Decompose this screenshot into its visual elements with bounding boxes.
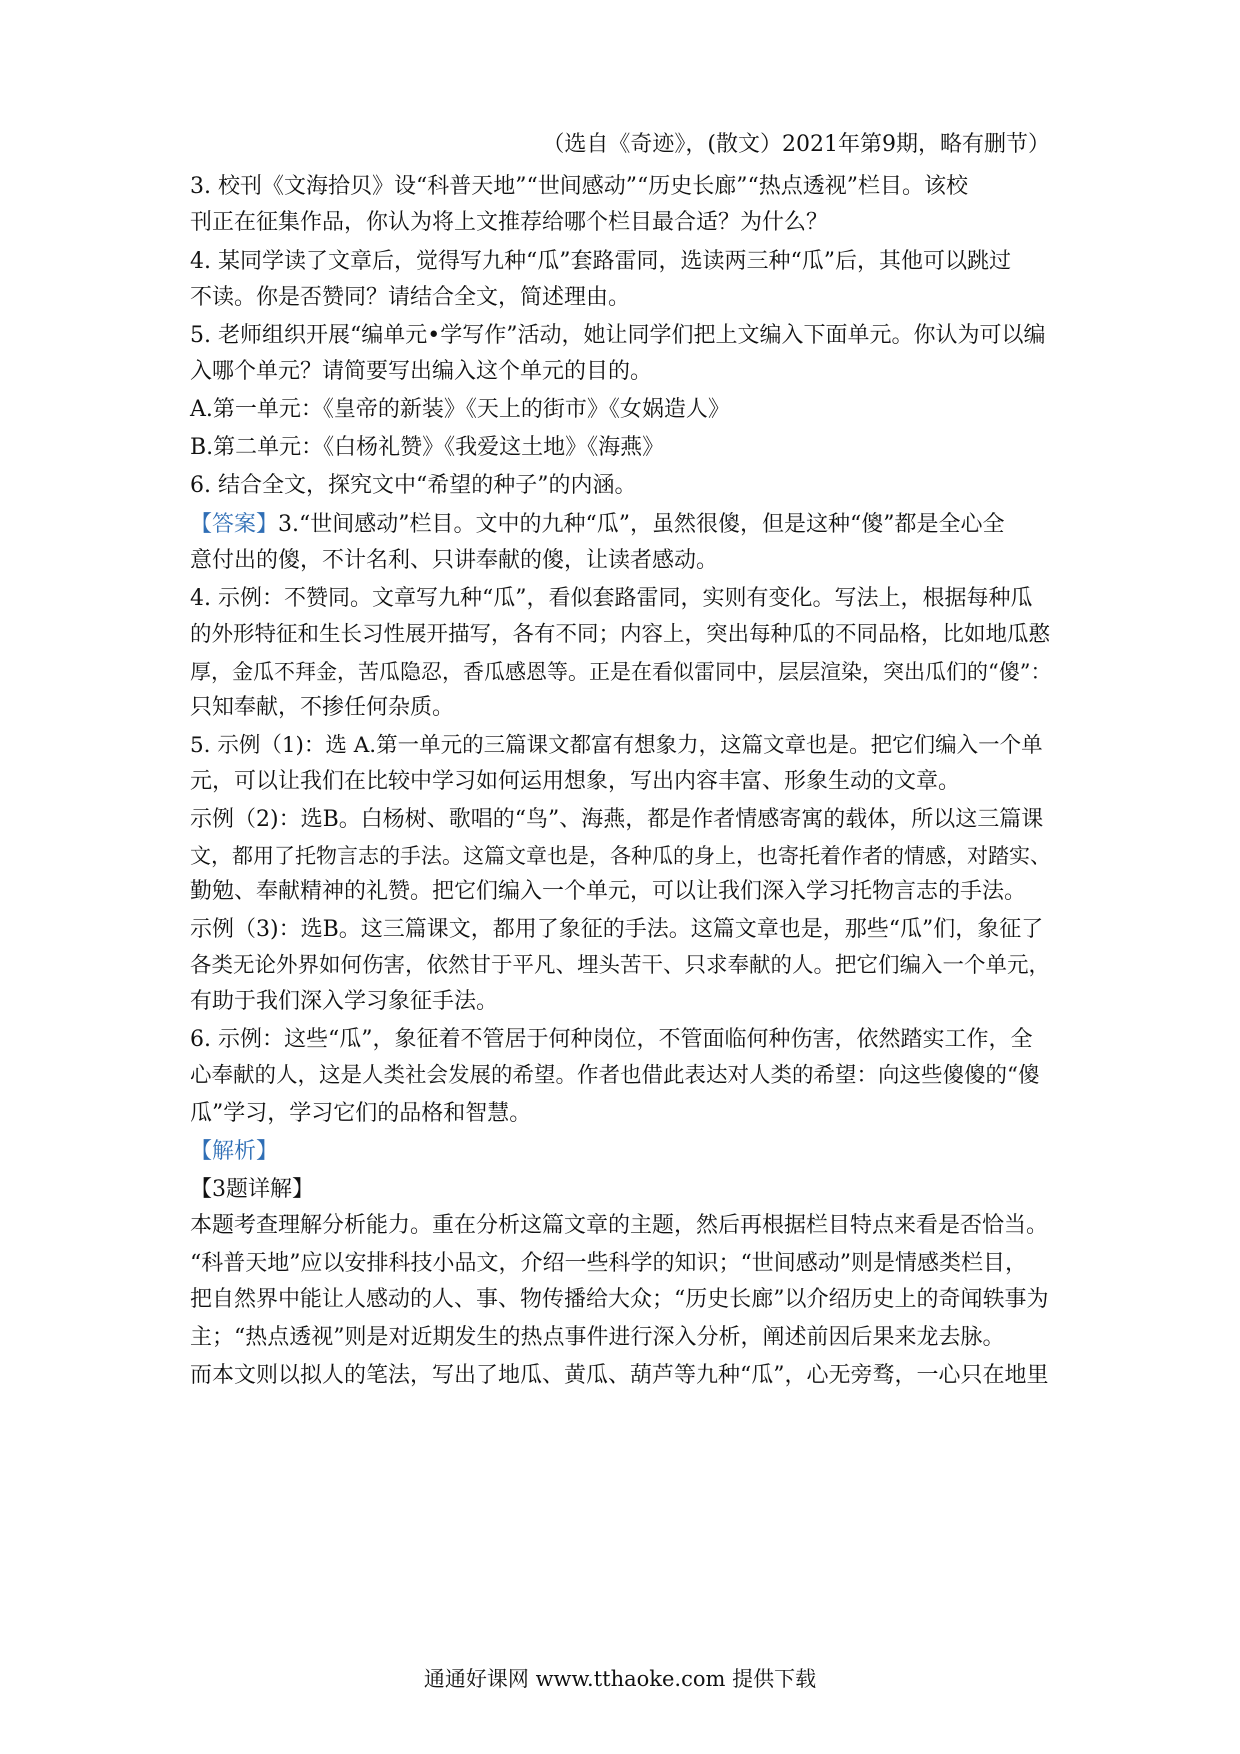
option-line: A.第一单元：《皇帝的新装》《天上的街市》《女娲造人》 xyxy=(190,397,730,422)
analysis-line: 而本文则以拟人的笔法，写出了地瓜、黄瓜、葫芦等九种“瓜”，心无旁骛，一心只在地里 xyxy=(190,1363,1049,1388)
answer-line: 的外形特征和生长习性展开描写，各有不同；内容上，突出每种瓜的不同品格，比如地瓜憨 xyxy=(190,622,1051,647)
answer-line: 厚，金瓜不拜金，苦瓜隐忍，香瓜感恩等。正是在看似雷同中，层层渲染，突出瓜们的“傻”： xyxy=(190,660,1052,684)
answer-line: 有助于我们深入学习象征手法。 xyxy=(190,989,499,1014)
source-note: （选自《奇迹》，(散文）2021年第9期，略有删节） xyxy=(542,132,1050,157)
answer-line: 心奉献的人，这是人类社会发展的希望。作者也借此表达对人类的希望：向这些傻傻的“傻 xyxy=(190,1063,1040,1088)
analysis-subheading: 【3题详解】 xyxy=(190,1177,314,1202)
question-line: 5. 老师组织开展“编单元•学写作”活动，她让同学们把上文编入下面单元。你认为可以编 xyxy=(190,323,1046,348)
analysis-line: 把自然界中能让人感动的人、事、物传播给大众；“历史长廊”以介绍历史上的奇闻轶事为 xyxy=(190,1287,1049,1312)
question-line: 不读。你是否赞同？请结合全文，简述理由。 xyxy=(190,285,631,310)
answer-line: 勤勉、奉献精神的礼赞。把它们编入一个单元，可以让我们深入学习托物言志的手法。 xyxy=(190,879,1027,904)
question-line: 3. 校刊《文海拾贝》设“科普天地”“世间感动”“历史长廊”“热点透视”栏目。该校 xyxy=(190,174,968,199)
answer-line: 5. 示例（1)：选 A.第一单元的三篇课文都富有想象力，这篇文章也是。把它们编入一个单 xyxy=(190,733,1043,758)
answer-line: 意付出的傻，不计名利、只讲奉献的傻，让读者感动。 xyxy=(190,548,719,573)
answer-line: 文，都用了托物言志的手法。这篇文章也是，各种瓜的身上，也寄托着作者的情感，对踏实、 xyxy=(190,844,1051,868)
analysis-tag: 【解析】 xyxy=(190,1139,279,1164)
analysis-line: 本题考查理解分析能力。重在分析这篇文章的主题，然后再根据栏目特点来看是否恰当。 xyxy=(190,1213,1049,1238)
answer-line: 6. 示例：这些“瓜”，象征着不管居于何种岗位，不管面临何种伤害，依然踏实工作，全 xyxy=(190,1027,1033,1052)
answer-line: 各类无论外界如何伤害，依然甘于平凡、埋头苦干、只求奉献的人。把它们编入一个单元， xyxy=(190,953,1051,978)
question-line: 刊正在征集作品，你认为将上文推荐给哪个栏目最合适？为什么？ xyxy=(190,210,829,235)
question-line: 6. 结合全文，探究文中“希望的种子”的内涵。 xyxy=(190,473,637,498)
answer-tag: 【答案】 xyxy=(190,512,279,537)
analysis-line: 主；“热点透视”则是对近期发生的热点事件进行深入分析，阐述前因后果来龙去脉。 xyxy=(190,1325,1005,1350)
answer-line: 4. 示例：不赞同。文章写九种“瓜”，看似套路雷同，实则有变化。写法上，根据每种瓜 xyxy=(190,586,1033,611)
answer-line: 元，可以让我们在比较中学习如何运用想象，写出内容丰富、形象生动的文章。 xyxy=(190,769,961,794)
answer-line: 示例（3)：选B。这三篇课文，都用了象征的手法。这篇文章也是，那些“瓜”们，象征了 xyxy=(190,917,1044,942)
question-line: 4. 某同学读了文章后，觉得写九种“瓜”套路雷同，选读两三种“瓜”后，其他可以跳过 xyxy=(190,249,1011,274)
answer-line: 只知奉献，不掺任何杂质。 xyxy=(190,695,455,720)
analysis-line: “科普天地”应以安排科技小品文，介绍一些科学的知识；“世间感动”则是情感类栏目， xyxy=(190,1251,1027,1276)
answer-first-line xyxy=(190,510,1055,540)
page-footer: 通通好课网 www.tthaoke.com 提供下载 xyxy=(423,1667,817,1691)
answer-text: 3.“世间感动”栏目。文中的九种“瓜”，虽然很傻，但是这种“傻”都是全心全 xyxy=(278,512,1005,537)
question-line: 入哪个单元？请简要写出编入这个单元的目的。 xyxy=(190,359,653,384)
answer-line: 示例（2)：选B。白杨树、歌唱的“鸟”、海燕，都是作者情感寄寓的载体，所以这三篇课 xyxy=(190,807,1044,832)
answer-line: 瓜”学习，学习它们的品格和智慧。 xyxy=(190,1101,532,1126)
option-line: B.第二单元：《白杨礼赞》《我爱这土地》《海燕》 xyxy=(190,435,665,460)
